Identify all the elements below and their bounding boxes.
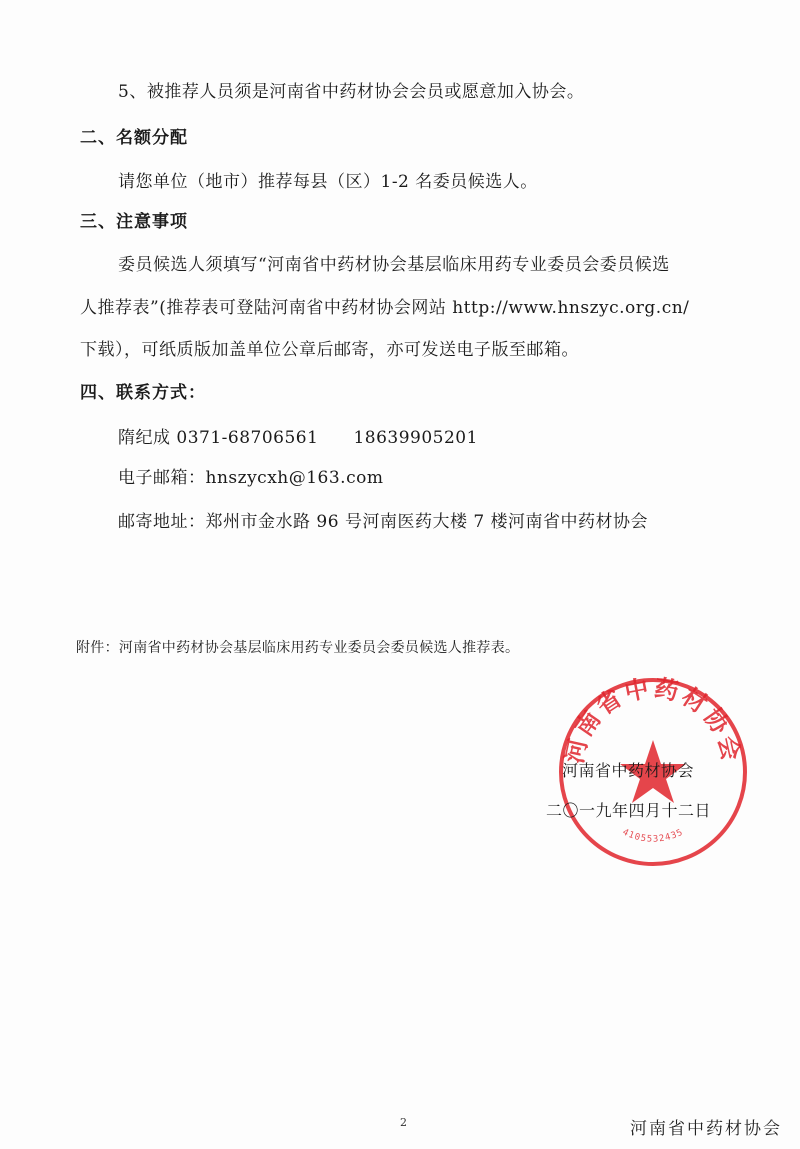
section-2-title: 二、名额分配 [80, 128, 188, 148]
svg-text:4105532435 [621, 827, 686, 844]
contact-address: 邮寄地址：郑州市金水路 96 号河南医药大楼 7 楼河南省中药材协会 [118, 512, 649, 532]
seal-text: 河南省中药材协会 [560, 673, 746, 766]
page-number: 2 [400, 1116, 407, 1129]
contact-email: 电子邮箱：hnszycxh@163.com [118, 468, 384, 488]
item-5: 5、被推荐人员须是河南省中药材协会会员或愿意加入协会。 [118, 82, 585, 102]
seal-number: 4105532435 [620, 827, 686, 845]
section-4-title: 四、联系方式： [80, 383, 206, 403]
section-3-line-1: 委员候选人须填写“河南省中药材协会基层临床用药专业委员会委员候选 [118, 255, 670, 275]
contact-phone: 隋纪成 0371-68706561 18639905201 [118, 428, 478, 448]
section-3-title: 三、注意事项 [80, 212, 188, 232]
attachment-note: 附件：河南省中药材协会基层临床用药专业委员会委员候选人推荐表。 [76, 640, 520, 656]
signature-org: 河南省中药材协会 [562, 761, 695, 780]
watermark: 河南省中药材协会 [630, 1119, 782, 1139]
section-3-line-3: 下载），可纸质版加盖单位公章后邮寄，亦可发送电子版至邮箱。 [80, 340, 579, 360]
section-2-text: 请您单位（地市）推荐每县（区）1-2 名委员候选人。 [118, 172, 538, 192]
signature-date: 二〇一九年四月十二日 [546, 801, 712, 820]
section-3-line-2: 人推荐表”(推荐表可登陆河南省中药材协会网站 http://www.hnszyc.org.cn/ [80, 298, 690, 318]
